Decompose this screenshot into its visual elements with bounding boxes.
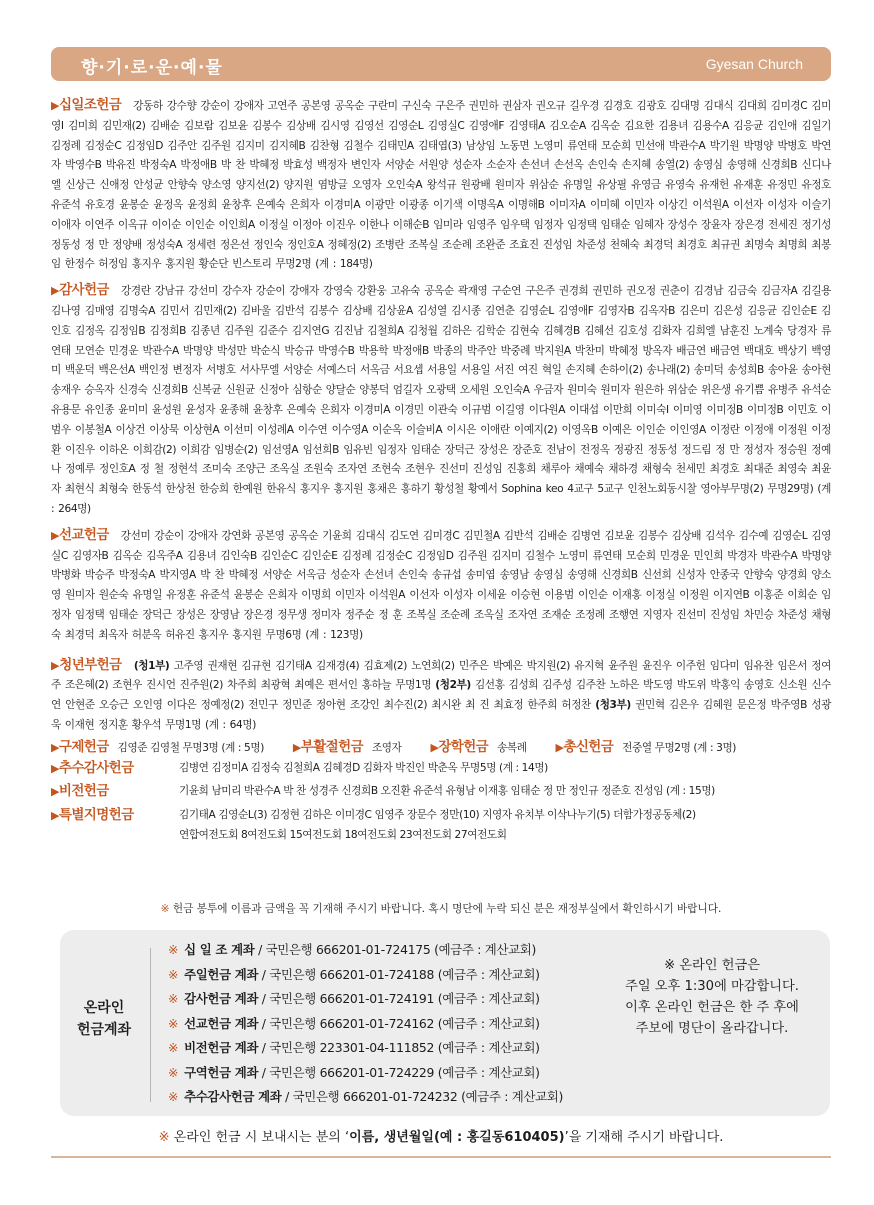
bank-account-thanks: ※ 감사헌금 계좌 / 국민은행 666201-01-724191 (예금주 : 계산교회) bbox=[168, 991, 540, 1006]
youth-names-3: 권민혁 김은우 김혜원 문은정 박주영B 성광욱 이재현 정지훈 황우석 무명1명 (계 : 64명) bbox=[51, 699, 832, 731]
online-offering-title-line-2: 헌금계좌 bbox=[76, 1022, 132, 1038]
notice-mark: ※ bbox=[158, 1130, 170, 1145]
online-offering-title-line-1: 온라인 bbox=[83, 1000, 125, 1016]
scholarship-section bbox=[430, 738, 529, 755]
youth-label: ▶청년부헌금 bbox=[51, 656, 122, 673]
section-header bbox=[51, 47, 831, 81]
triangle-right-icon: ▶ bbox=[292, 740, 301, 754]
online-offering-box bbox=[60, 930, 830, 1116]
harvest-names: 김병연 김정미A 김정숙 김철희A 김혜경D 김화자 박진인 박춘옥 무명5명 (계 : 14명) bbox=[179, 761, 548, 774]
tithe-label: ▶십일조헌금 bbox=[51, 97, 122, 113]
bank-account-district: ※ 구역헌금 계좌 / 국민은행 666201-01-724229 (예금주 : 계산교회) bbox=[168, 1064, 540, 1080]
tithe-names: 강동하 강수향 강순이 강애자 고연주 공본영 공옥순 구란미 구신숙 구은주 권민하 권삼자 권오규 길우경 김경호 김광호 김대명 김대식 김대희 김미경C 김미영I 김미희 김민재(2) 김배순 김보람 김보윤 김봉수 김상배 김시영 김영선 김영순L 김영실C 김영애F 김영태A 김오순A 김옥순 김요한 김용녀 김용수A 김응균 김인애 김일기 김정례 김정순C 김정임D 김주안 김주원 김지미 김지혜B 김찬형 김철수 김태민A 김태엽(3) 남상임 노동면 노영미 류연태 모순희 민선애 박관수A 박기원 박명양 박병호 박연자 박영수B 박유진 박정숙A 박정애B 박 찬 박혜정 박효성 백정자 변인자 서양순 서원양 성순자 소순자 손선녀 손선옥 손인숙 손지혜 송열(2) 송영심 송영해 신경희B 신디나엘 신상근 신애정 안성균 안향숙 양소영 양지선(2) 양지원 염방글 오영자 오인숙A 왕석규 원광배 원미자 위삼순 유명일 유상필 유영금 유영숙 유재헌 유재훈 유정민 유정호 유준석 유호경 윤봉순 윤정옥 윤정희 윤창후 은예숙 은희자 이경미A 이광만 이광종 이기색 이명옥A 이명해B 이미자A 이미혜 이민자 이상긴 이석원A 이선자 이성자 이슬기 이애자 이연주 이옥규 이이순 이인순 이인희A 이정실 이정아 이진우 이한나 이해순B 임미라 임영주 임우택 임정자 임정택 임태순 임혜자 장성수 장윤자 장은경 전세진 정기성 정동성 정 만 정양배 정성숙A 정세련 정은선 정인숙 정인호A 정혜정(2) 조병란 조복실 조순례 조완준 조효진 진성임 차준성 천혜숙 최경덕 최경호 최규권 최명숙 최명희 최봉임 한정수 허정임 홍지우 홍지원 황순단 빈스토리 무명2명 (계 : 184명) bbox=[51, 100, 831, 271]
triangle-right-icon: ▶ bbox=[51, 740, 59, 754]
youth-group-3: (청3부) bbox=[595, 699, 631, 712]
scholarship-label: ▶장학헌금 bbox=[430, 738, 489, 755]
bank-account-vision: ※ 비전헌금 계좌 / 국민은행 223301-04-111852 (예금주 : 계산교회) bbox=[168, 1040, 540, 1055]
triangle-right-icon: ▶ bbox=[51, 785, 59, 799]
vision-label: ▶비전헌금 bbox=[51, 783, 109, 800]
youth-names-1: 고주영 권재현 김규현 김기태A 김재경(4) 김효제(2) 노연희(2) 민주은 박예은 박지원(2) 유지혁 윤주원 윤진우 이주헌 임다미 임유찬 임은서 정여주 조은혜(2) 조현우 진시언 진주원(2) 차주희 최광혁 최예은 편서인 홍하늘 무명1명 bbox=[51, 659, 831, 692]
relief-label: ▶구제헌금 bbox=[51, 738, 109, 755]
designated-section bbox=[51, 806, 831, 846]
designated-label: ▶특별지명헌금 bbox=[51, 807, 134, 824]
bank-account-list bbox=[168, 938, 638, 1110]
triangle-right-icon: ▶ bbox=[430, 740, 439, 754]
mission-names: 강선미 강순이 강애자 강연화 공본영 공옥순 기윤희 김대식 김도연 김미경C 김민철A 김반석 김배순 김병연 김보윤 김봉수 김상배 김석우 김수예 김영순L 김영실C 김영자B 김옥순 김옥주A 김용녀 김인숙B 김인순C 김인순E 김정례 김정순C 김정임D 김주원 김지미 김철수 노영미 류연태 모순희 민경운 민인희 박경자 박관수A 박명양 박병화 박승주 박정숙A 박지영A 박 찬 박혜정 서양순 서옥금 성순자 손선녀 손인숙 송규섭 송미엽 송영남 송영심 송영해 신경희B 신선희 신성자 안종국 안향숙 양경희 양소영 원미자 원순숙 유명일 유정훈 유준석 윤봉순 은희자 이명희 이민자 이석원A 이선자 이성자 이세윤 이승현 이용범 이인순 이재홍 이정실 이정원 이지연B 이홍준 이희순 임정자 임정택 임태순 장덕근 장성은 장영남 장은경 정무생 정미자 정주순 정 훈 조복실 조순례 조옥실 조자연 조재순 조정례 조행연 지영자 진선미 진성임 차민승 차준성 채형숙 최경덕 최옥자 허분옥 허유진 홍지우 홍지원 무명6명 (계 : 123명) bbox=[51, 529, 831, 641]
youth-group-1: (청1부) bbox=[133, 659, 170, 672]
easter-label: ▶부활절헌금 bbox=[292, 738, 363, 755]
relief-names: 김영준 김영철 무명3명 (계 : 5명) bbox=[117, 741, 264, 754]
church-name: Gyesan Church bbox=[705, 56, 803, 72]
notice-mark: ※ bbox=[160, 903, 170, 915]
triangle-right-icon: ▶ bbox=[51, 528, 59, 542]
triangle-right-icon: ▶ bbox=[555, 740, 564, 754]
youth-section bbox=[51, 656, 831, 736]
misc-offerings-row bbox=[51, 738, 831, 759]
easter-section bbox=[292, 738, 405, 755]
triangle-right-icon: ▶ bbox=[51, 761, 59, 775]
easter-names: 조영자 bbox=[371, 741, 402, 754]
triangle-right-icon: ▶ bbox=[51, 658, 60, 672]
harvest-label: ▶추수감사헌금 bbox=[51, 759, 134, 776]
offering-list bbox=[51, 96, 831, 846]
bank-account-tithe: ※ 십 일 조 계좌 / 국민은행 666201-01-724175 (예금주 : 계산교회) bbox=[168, 942, 537, 957]
mission-label: ▶선교헌금 bbox=[51, 526, 109, 543]
bank-account-harvest: ※ 추수감사헌금 계좌 / 국민은행 666201-01-724232 (예금주 : 계산교회) bbox=[168, 1089, 563, 1104]
designated-names bbox=[179, 806, 831, 846]
online-offering-title bbox=[60, 997, 148, 1041]
designated-line-2: 연합여전도회 8여전도회 15여전도회 18여전도회 23여전도회 27여전도회 bbox=[179, 828, 507, 841]
divider bbox=[150, 948, 151, 1102]
offering-envelope-notice bbox=[51, 901, 831, 916]
founding-names: 전중열 무명2명 (계 : 3명) bbox=[622, 741, 737, 754]
scholarship-names: 송복례 bbox=[497, 741, 527, 754]
online-deadline-note: ※ 온라인 헌금은 주일 오후 1:30에 마감합니다. 이후 온라인 헌금은 한 주 후에 주보에 명단이 올라갑니다. bbox=[625, 958, 799, 1036]
notice-text: 헌금 봉투에 이름과 금액을 꼭 기재해 주시기 바랍니다. 혹시 명단에 누락 되신 분은 재정부실에서 확인하시기 바랍니다. bbox=[172, 903, 722, 915]
thanks-section bbox=[51, 281, 831, 520]
vision-names: 기윤희 남미리 박관수A 박 찬 성경주 신경희B 오진환 유준석 유형남 이재홍 임태순 정 만 정인규 정준호 진성임 (계 : 15명) bbox=[179, 785, 715, 798]
thanks-label: ▶감사헌금 bbox=[51, 282, 109, 299]
youth-names-2: 김선홍 김성희 김주성 김주찬 노하은 박도영 박도위 박홍익 송영호 신소원 신수연 안현준 오승근 오인영 이다은 정예정(2) 전민구 정민준 정아현 조강인 최수진(2) 최시완 최 진 최효정 한주희 허정찬 bbox=[51, 679, 831, 712]
designated-line-1: 김기태A 김영순L(3) 김정현 김하은 이미경C 임영주 장문수 정만(10) 지영자 유치부 이삭나누기(5) 더함가정공동체(2) bbox=[179, 809, 696, 822]
header-title: 향·기·로·운·예·물 bbox=[81, 58, 223, 78]
tithe-section bbox=[51, 96, 831, 275]
mission-section bbox=[51, 526, 831, 646]
founding-section bbox=[555, 738, 737, 755]
bank-account-sunday: ※ 주일헌금 계좌 / 국민은행 666201-01-724188 (예금주 : 계산교회) bbox=[168, 966, 540, 982]
footer-divider bbox=[51, 1156, 831, 1158]
relief-section bbox=[51, 738, 267, 755]
founding-label: ▶총신헌금 bbox=[555, 738, 614, 755]
vision-section bbox=[51, 782, 831, 802]
triangle-right-icon: ▶ bbox=[51, 809, 59, 823]
thanks-names: 강경란 강남규 강선미 강수자 강순이 강애자 강영숙 강환웅 고유숙 공옥순 곽재영 구순연 구은주 권경희 권민하 권오정 권춘이 김경남 김금숙 김금자A 김길용 김나영 김매영 김명숙A 김민서 김민재(2) 김바울 김반석 김봉수 김상배 김상윤A 김성열 김시종 김연춘 김영순L 김영애F 김영자B 김옥자B 김은미 김은성 김응균 김인순E 김인호 김정옥 김정임B 김정희B 김종년 김주원 김준수 김지연G 김진남 김철희A 김청월 김하은 김학순 김현숙 김혜경B 김혜선 김호성 김화자 김희엘 남훈진 노계숙 당경자 류연태 모연순 민경운 박관수A 박명양 박성만 박순식 박승규 박영수B 박용학 박정애B 박종의 박주안 박중례 박지원A 박찬미 박혜정 방옥자 배금연 배금연 백대호 백상기 백영미 백운덕 백은선A 백인정 변정자 서병호 서사무엘 서양순 서예스더 서옥금 서요셉 서용일 서용일 서진 여진 혁일 손지혜 손하이(2) 송나래(2) 송미덕 송성희B 송아윤 송아현 송재우 승옥자 신경숙 신경희B 신복균 신원균 신정아 심항순 양달순 양봉덕 엄길자 오광택 오세원 오인숙A 우금자 원미숙 원미자 원은하 위삼순 위은생 유기쁨 유병주 유석순 유용문 유인종 윤미미 윤성원 윤성자 윤종해 윤창후 은예숙 은희자 이경미A 이경민 이관숙 이규범 이길영 이다원A 이대섭 이만희 이미숙I 이미영 이미정B 이미정B 이민호 이범우 이봉철A 이상건 이상묵 이상현A 이선미 이성례A 이수연 이수영A 이순옥 이슬비A 이시은 이애란 이예지(2) 이영옥B 이예은 이인순 이인영A 이정란 이정애 이정원 이정환 이진우 이하온 이희감(2) 이희감 임병순(2) 임선영A 임선희B 임유빈 임정자 임태순 장덕근 장성은 장준호 전남이 전정옥 정광진 정동성 정드림 정 만 정성자 정승원 정예나 정예루 정인호A 정 철 정현석 조미숙 조양근 조옥실 조원숙 조자연 조현숙 조현우 진선미 진성임 진홍희 채루아 채예숙 채하경 채형숙 천세민 최경호 최대준 최영숙 최윤자 최현식 최형숙 한동석 한상천 한승희 한예원 한유식 홍지우 홍지원 홍채은 홍하기 황성철 황예서 Sophina keo 4교구 5교구 인천노회동시찰 영아부무명(2) 무명29명) (계 : 264명) bbox=[51, 285, 831, 515]
youth-group-2: (청2부) bbox=[435, 679, 471, 692]
harvest-section bbox=[51, 759, 831, 779]
triangle-right-icon: ▶ bbox=[51, 99, 59, 112]
triangle-right-icon: ▶ bbox=[51, 284, 60, 298]
online-name-notice: ※ 온라인 헌금 시 보내시는 분의 ‘이름, 생년월일(예 : 홍길동610405)’을 기재해 주시기 바랍니다. bbox=[158, 1130, 724, 1145]
bank-account-mission: ※ 선교헌금 계좌 / 국민은행 666201-01-724162 (예금주 : 계산교회) bbox=[168, 1015, 540, 1031]
